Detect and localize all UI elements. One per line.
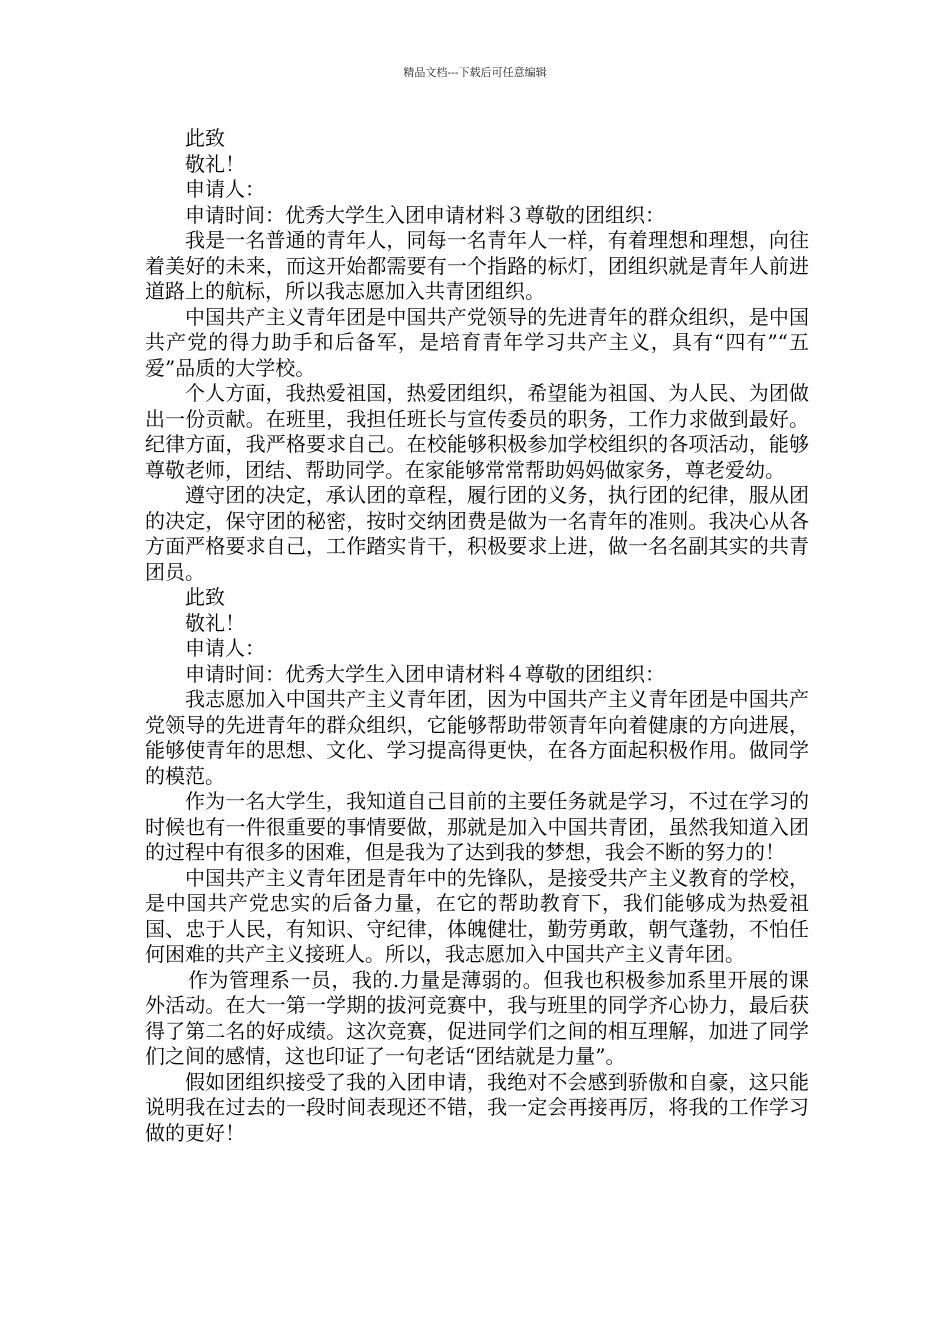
body-paragraph: 中国共产主义青年团是中国共产党领导的先进青年的群众组织，是中国共产党的得力助手和后备军，是培育青年学习共产主义，具有“四有”“五爱”品质的大学校。 [145, 304, 809, 380]
applicant-line: 申请人： [185, 177, 265, 201]
body-paragraph: 我是一名普通的青年人，同每一名青年人一样，有着理想和理想，向往着美好的未来，而这开始都需要有一个指路的标灯，团组织就是青年人前进道路上的航标，所以我志愿加入共青团组织。 [145, 228, 809, 303]
application-date-line: 申请时间：优秀大学生入团申请材料３尊敬的团组织： [185, 202, 665, 227]
body-paragraph: 遵守团的决定，承认团的章程，履行团的义务，执行团的纪律，服从团的决定，保守团的秘密，按时交纳团费是做为一名青年的准则。我决心从各方面严格要求自己，工作踏实肯干，积极要求上进，做一名名副其实的共青团员。 [145, 483, 809, 584]
application-date-line: 申请时间：优秀大学生入团申请材料４尊敬的团组织： [185, 661, 665, 686]
closing-salutation: 此致 [185, 585, 225, 609]
closing-regards: 敬礼！ [185, 610, 245, 635]
page-header: 精品文档---下载后可任意编辑 [403, 66, 547, 79]
document-body [145, 126, 809, 1146]
body-paragraph: 假如团组织接受了我的入团申请，我绝对不会感到骄傲和自豪，这只能说明我在过去的一段时间表现还不错，我一定会再接再厉，将我的工作学习做的更好！ [145, 1069, 809, 1145]
closing-regards: 敬礼！ [185, 151, 245, 176]
body-paragraph: 中国共产主义青年团是青年中的先锋队，是接受共产主义教育的学校，是中国共产党忠实的后备力量，在它的帮助教育下，我们能够成为热爱祖国、忠于人民，有知识、守纪律，体魄健壮，勤劳勇敢，朝气蓬勃，不怕任何困难的共产主义接班人。所以，我志愿加入中国共产主义青年团。 [145, 865, 809, 966]
body-paragraph: 作为一名大学生，我知道自己目前的主要任务就是学习，不过在学习的时候也有一件很重要的事情要做，那就是加入中国共青团，虽然我知道入团的过程中有很多的困难，但是我为了达到我的梦想，我会不断的努力的！ [145, 789, 809, 864]
closing-salutation: 此致 [185, 126, 225, 150]
body-paragraph: 个人方面，我热爱祖国，热爱团组织，希望能为祖国、为人民、为团做出一份贡献。在班里，我担任班长与宣传委员的职务，工作力求做到最好。纪律方面，我严格要求自己。在校能够积极参加学校组织的各项活动，能够尊敬老师，团结、帮助同学。在家能够常常帮助妈妈做家务，尊老爱幼。 [145, 381, 809, 482]
body-paragraph: 我志愿加入中国共产主义青年团，因为中国共产主义青年团是中国共产党领导的先进青年的群众组织，它能够帮助带领青年向着健康的方向进展，能够使青年的思想、文化、学习提高得更快，在各方面起积极作用。做同学的模范。 [145, 687, 809, 788]
body-paragraph: 作为管理系一员，我的.力量是薄弱的。但我也积极参加系里开展的课外活动。在大一第一学期的拔河竞赛中，我与班里的同学齐心协力，最后获得了第二名的好成绩。这次竞赛，促进同学们之间的相互理解，加进了同学们之间的感情，这也印证了一句老话“团结就是力量”。 [145, 967, 809, 1068]
applicant-line: 申请人： [185, 636, 265, 660]
